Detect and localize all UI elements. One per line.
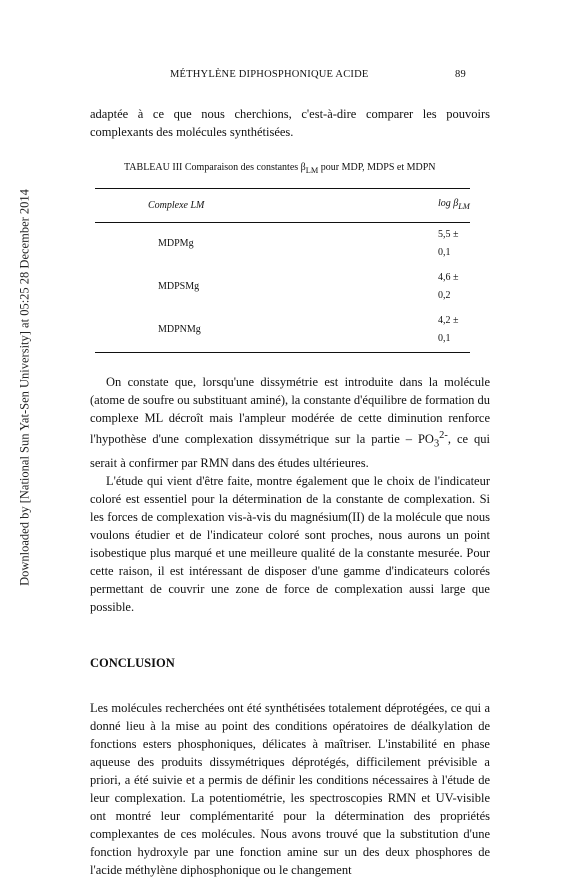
table-caption-rest: pour MDP, MDPS et MDPN [318,162,436,173]
paragraph-dissymmetry-text: On constate que, lorsqu'une dissymétrie est introduite dans la molécule (atome de soufre ou substituant aminé), la constante d'équilibre de formation du complexe ML décroît mais l'ampleur modérée de cette diminution renforce l'hypothèse d'une complexation dissymétrique sur la partie – PO [90,375,490,447]
logbeta-cell: 4,6 ± 0,2 [438,272,459,301]
paragraph-indicator: L'étude qui vient d'être faite, montre également que le choix de l'indicateur coloré est essentiel pour la détermination de la constante de complexation. Si les forces de complexation vis-à-vis du magnésium(II) de la molécule que nous voulons étudier et de l'indicateur coloré sont proches, nous aurons un point isobestique plus marqué et une meilleure qualité de la constante mesurée. Pour cette raison, il est intéressant de disposer d'une gamme d'indicateurs colorés permettant de couvrir une zone de force de complexation aussi large que possible. [90,473,490,614]
page-number: 89 [455,69,466,80]
column-header-logbeta-subscript: LM [458,202,470,211]
column-header-logbeta-text: log β [438,198,459,209]
table-row [95,309,470,353]
conclusion-paragraph: Les molécules recherchées ont été synthétisées totalement déprotégées, ce qui a donné lieu à la mise au point des conditions opératoires de déalkylation de fonctions esters phosphoniques, délicates à maîtriser. L'instabilité en phase aqueuse des produits dissymétriques déprotégés, difficilement prévisible a priori, a été suivie et a permis de définir les conditions nécessaires à l'étude de leur complexation. La potentiométrie, les spectroscopies RMN et UV-visible ont montré leur complémentarité pour la détermination des propriétés complexantes de ces molécules. Nous avons trouvé que la substitution d'une fonction hydroxyle par une fonction amine sur un des deux phosphores de l'acide méthylène diphosphonique ou le changement [90,700,490,877]
table-row [95,266,470,309]
download-watermark: Downloaded by [National Sun Yat-Sen University] at 05:25 28 December 2014 [17,189,32,586]
table-header-row [95,189,470,223]
table-caption [124,159,490,180]
logbeta-cell: 4,2 ± 0,1 [358,309,470,353]
complex-cell: MDPMg [158,238,194,249]
page-body [90,105,490,879]
conclusion-heading: CONCLUSION [90,655,175,670]
column-header-complex: Complexe LM [95,189,358,223]
po3-subscript: 3 [433,438,440,450]
paragraph-dissymmetry-end: , ce qui serait à confirmer par RMN dans des études ultérieures. [90,432,491,470]
po3-superscript: 2- [439,430,448,441]
column-header-logbeta [358,189,470,223]
paragraph-dissymmetry [90,373,490,472]
intro-paragraph: adaptée à ce que nous cherchions, c'est-à-dire comparer les pouvoirs complexants des molécules synthétisées. [90,107,490,139]
table-caption-text: TABLEAU III Comparaison des constantes β [124,162,306,173]
complex-cell: MDPNMg [95,309,358,353]
complex-cell: MDPSMg [158,281,200,292]
logbeta-cell: 5,5 ± 0,1 [438,229,459,258]
table-caption-subscript: LM [305,166,319,175]
comparison-table [95,188,470,353]
table-row [95,223,470,267]
running-title: MÉTHYLÈNE DIPHOSPHONIQUE ACIDE [170,69,369,80]
